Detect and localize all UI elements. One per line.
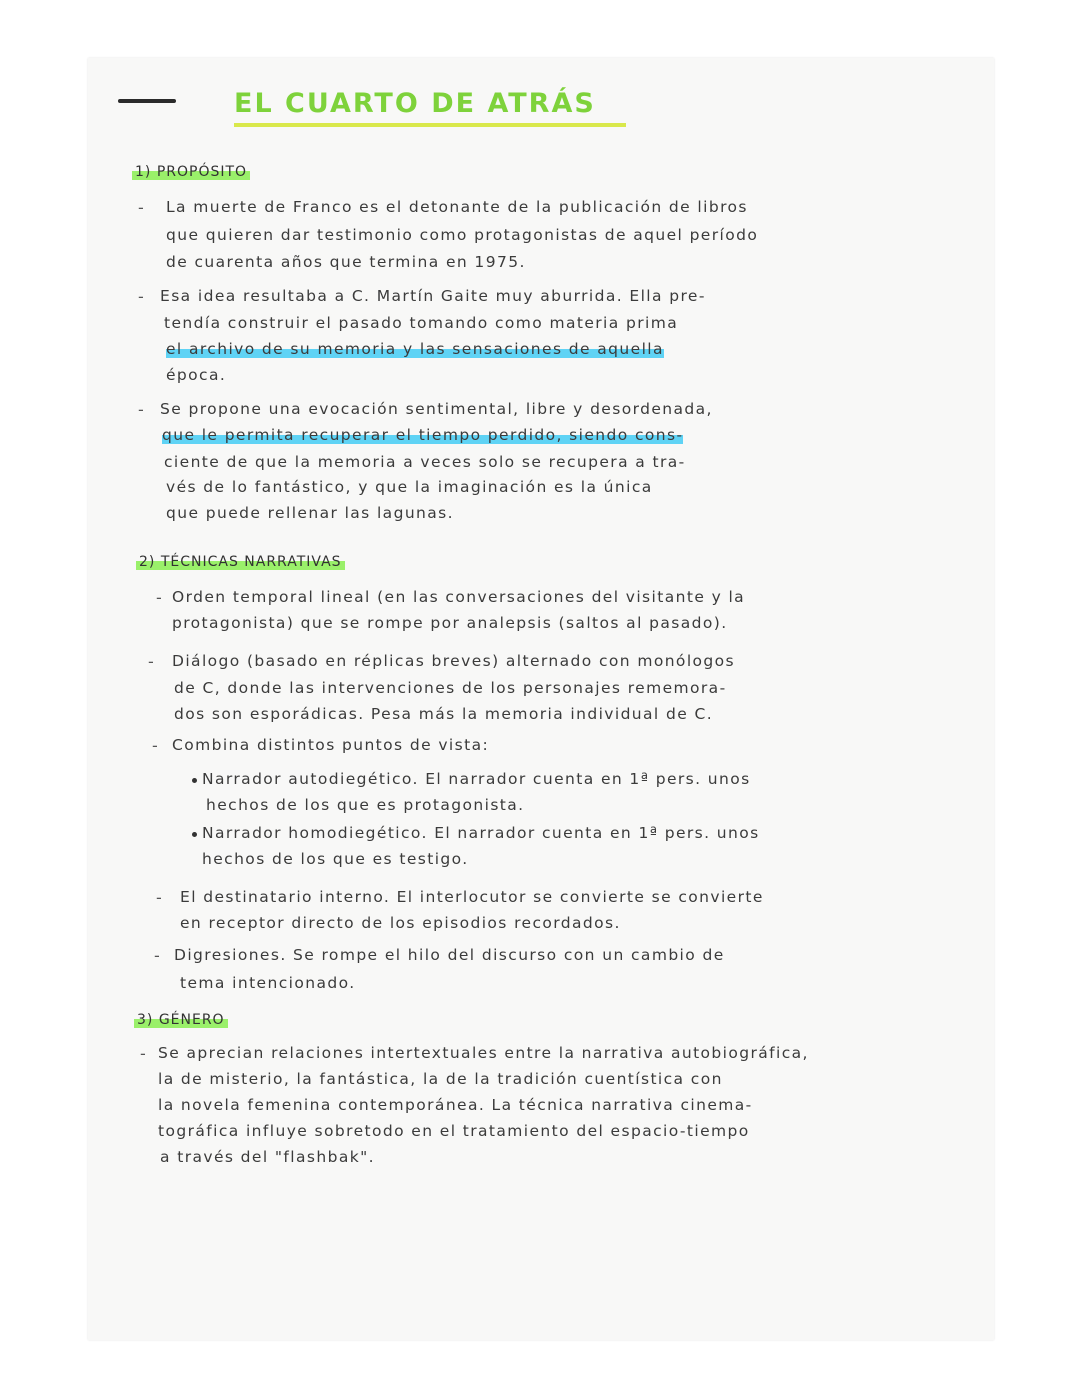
text-line: Esa idea resultaba a C. Martín Gaite muy aburrida. Ella pre-: [160, 287, 706, 305]
text-line: tográfica influye sobretodo en el tratamiento del espacio-tiempo: [158, 1122, 750, 1140]
text-line: de cuarenta años que termina en 1975.: [166, 253, 526, 271]
text-line: protagonista) que se rompe por analepsis (saltos al pasado).: [172, 614, 728, 632]
text-line: Se aprecian relaciones intertextuales entre la narrativa autobiográfica,: [158, 1044, 809, 1062]
bullet: -: [148, 652, 154, 671]
text-line: en receptor directo de los episodios recordados.: [180, 914, 621, 932]
sub-bullet: [192, 832, 197, 837]
text-line: hechos de los que es testigo.: [202, 850, 469, 868]
bullet: -: [156, 588, 162, 607]
section-heading-genero: 3) GÉNERO: [134, 1012, 228, 1028]
text-line: dos son esporádicas. Pesa más la memoria individual de C.: [174, 705, 714, 723]
text-line: hechos de los que es protagonista.: [206, 796, 525, 814]
text-line: tendía construir el pasado tomando como materia prima: [164, 314, 679, 332]
text-line: vés de lo fantástico, y que la imaginación es la única: [166, 478, 653, 496]
bullet: -: [156, 888, 162, 907]
text-line: Combina distintos puntos de vista:: [172, 736, 490, 754]
text-line: Digresiones. Se rompe el hilo del discurso con un cambio de: [174, 946, 725, 964]
text-line: Se propone una evocación sentimental, libre y desordenada,: [160, 400, 713, 418]
sub-bullet: [192, 778, 197, 783]
text-line: Narrador homodiegético. El narrador cuenta en 1ª pers. unos: [202, 824, 760, 842]
section-heading-proposito: 1) PROPÓSITO: [132, 164, 250, 180]
text-line: la novela femenina contemporánea. La técnica narrativa cinema-: [158, 1096, 753, 1114]
section-heading-tecnicas: 2) TÉCNICAS NARRATIVAS: [136, 554, 345, 570]
bullet: -: [154, 946, 160, 965]
text-line: ciente de que la memoria a veces solo se recupera a tra-: [164, 453, 686, 471]
text-line: que puede rellenar las lagunas.: [166, 504, 454, 522]
bullet: -: [140, 1044, 146, 1063]
text-line: de C, donde las intervenciones de los personajes rememora-: [174, 679, 727, 697]
text-line: época.: [166, 366, 227, 384]
text-line: Narrador autodiegético. El narrador cuenta en 1ª pers. unos: [202, 770, 751, 788]
text-line: a través del "flashbak".: [160, 1148, 375, 1166]
highlighted-line: que le permita recuperar el tiempo perdido, siendo cons-: [162, 426, 684, 444]
margin-dash: [118, 99, 176, 103]
notebook-page: [88, 58, 994, 1340]
bullet: -: [138, 287, 144, 306]
text-line: que quieren dar testimonio como protagonistas de aquel período: [166, 226, 759, 244]
text-line: La muerte de Franco es el detonante de la publicación de libros: [166, 198, 748, 216]
text-line: la de misterio, la fantástica, la de la tradición cuentística con: [158, 1070, 723, 1088]
text-line: Diálogo (basado en réplicas breves) alternado con monólogos: [172, 652, 736, 670]
text-line: El destinatario interno. El interlocutor se convierte se convierte: [180, 888, 764, 906]
bullet: -: [138, 400, 144, 419]
bullet: -: [152, 736, 158, 755]
text-line: Orden temporal lineal (en las conversaciones del visitante y la: [172, 588, 746, 606]
text-line: tema intencionado.: [180, 974, 356, 992]
bullet: -: [138, 198, 144, 217]
page-title: EL CUARTO DE ATRÁS: [234, 88, 626, 127]
highlighted-line: el archivo de su memoria y las sensaciones de aquella: [166, 340, 664, 358]
